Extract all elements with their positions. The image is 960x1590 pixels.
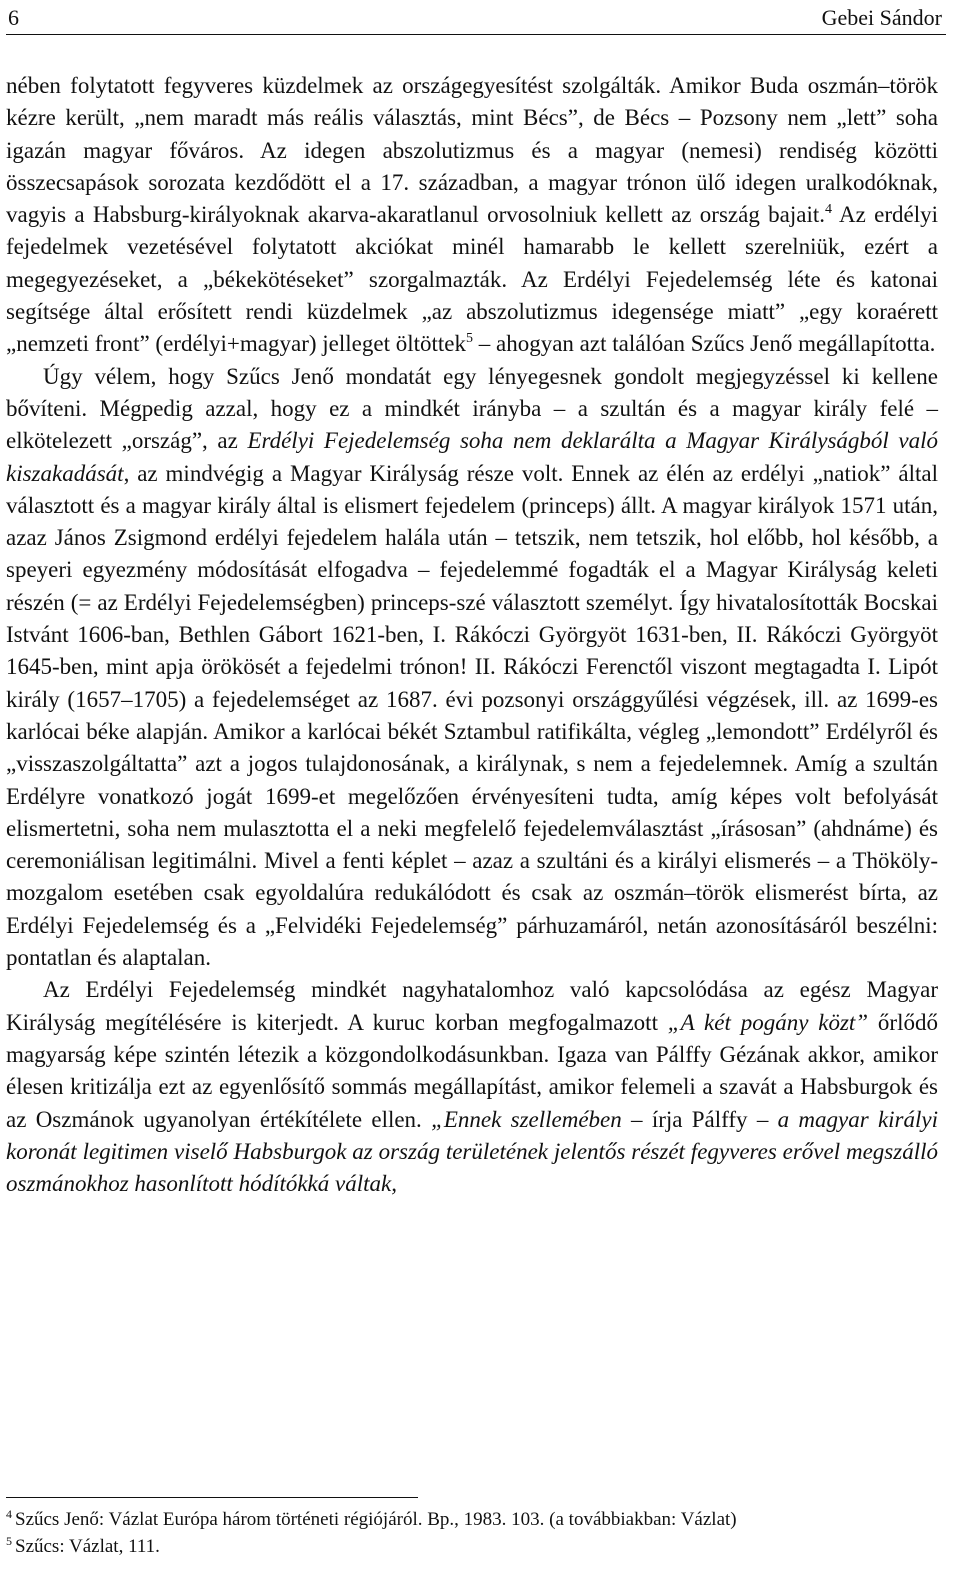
footnote-text: Szűcs: Vázlat, 111. (15, 1536, 160, 1557)
body-text (6, 70, 938, 1200)
paragraph-3-text-b: őrlődő magyarság képe szintén létezik a közgondolkodásunkban. Igaza van Pálffy Gézának akkor, amikor élesen kritizálja ezt az egyenlősítő sommás megállapítást, amikor felemeli a szavát a Habsburgok és az Oszmánok ugyanolyan értékítélete ellen. (6, 1009, 938, 1132)
paragraph-3-text-a: Az Erdélyi Fejedelemség mindkét nagyhatalomhoz való kapcsolódása az egész Magyar Királyság megítélésére is kiterjedt. A kuruc korban megfogalmazott (6, 977, 938, 1035)
paragraph-2 (6, 361, 938, 975)
page-number: 6 (8, 5, 19, 30)
footnote-ref-4[interactable]: 4 (824, 202, 832, 218)
paragraph-3 (6, 974, 938, 1200)
paragraph-2-emphasis: Erdélyi Fejedelemség soha nem deklarálta a Magyar Királyságból való kiszakadását (6, 428, 938, 486)
footnote-number: 4 (6, 1507, 12, 1521)
footnote-number: 5 (6, 1534, 12, 1548)
running-header (6, 4, 946, 35)
footnote-5 (6, 1533, 938, 1560)
footnote-text: Szűcs Jenő: Vázlat Európa három történeti régiójáról. Bp., 1983. 103. (a továbbiakban: Vázlat) (15, 1509, 737, 1530)
paragraph-3-quote-title: „A két pogány közt” (667, 1009, 869, 1035)
running-head-author: Gebei Sándor (821, 5, 942, 30)
paragraph-1-text-c: – ahogyan azt találóan Szűcs Jenő megállapította. (473, 331, 936, 357)
footnote-separator (6, 1497, 418, 1498)
paragraph-3-quote-end: a magyar királyi koronát legitimen viselő Habsburgok az ország területének jelentős részét fegyveres erővel megszálló oszmánokhoz hasonlított hódítókká váltak, (6, 1106, 938, 1197)
paragraph-2-text-a: Úgy vélem, hogy Szűcs Jenő mondatát egy lényegesnek gondolt megjegyzéssel ki kellene bővíteni. Mégpedig azzal, hogy ez a mindkét irányba – a szultán és a magyar király felé – elkötelezett „ország”, az (6, 363, 938, 454)
footnote-ref-5[interactable]: 5 (466, 331, 473, 347)
paragraph-3-quote-start: „Ennek szellemében (431, 1106, 622, 1132)
paragraph-2-text-b: , az mindvégig a Magyar Királyság része volt. Ennek az élén az erdélyi „natiok” által választott és a magyar király által is elismert fejedelem (princeps) állt. A magyar királyok 1571 után, azaz János Zsigmond erdélyi fejedelem halála után – tetszik, nem tetszik, hol előbb, hol később, a speyeri egyezmény módosítását elfogadva – fejedelemmé fogadták el a Magyar Királyság keleti részén (= az Erdélyi Fejedelemségben) princeps-szé választott személyt. Így hivatalosították Bocskai Istvánt 1606-ban, Bethlen Gábort 1621-ben, I. Rákóczi Györgyöt 1631-ben, II. Rákóczi Györgyöt 1645-ben, mint apja örökösét a fejedelmi trónon! II. Rákóczi Ferenctől viszont megtagadta I. Lipót király (1657–1705) a fejedelemséget az 1687. évi pozsonyi országgyűlési végzések, ill. az 1699-es karlócai béke alapján. Amikor a karlócai békét Sztambul ratifikálta, végleg „lemondott” Erdélyről és „visszaszolgáltatta” azt a jogos tulajdonosának, a királynak, s nem a fejedelemnek. Amíg a szultán Erdélyre vonatkozó jogát 1699-et megelőzően érvényesíteni tudta, amíg képes volt befolyását elismertetni, soha nem mulasztotta el a neki megfelelő fejedelemválasztást „írásosan” (ahdnáme) és ceremoniálisan legitimálni. Mivel a fenti képlet – azaz a szultáni és a királyi elismerés – a Thököly-mozgalom esetében csak egyoldalúra redukálódott és csak az oszmán–török elismerést bírta, az Erdélyi Fejedelemség és a „Felvidéki Fejedelemség” párhuzamáról, netán azonosításáról beszélni: pontatlan és alaptalan. (6, 460, 938, 971)
footnote-4 (6, 1506, 938, 1533)
footnotes (6, 1506, 938, 1560)
paragraph-1-text-a: nében folytatott fegyveres küzdelmek az országegyesítést szolgálták. Amikor Buda oszmán–török kézre került, „nem maradt más reális választás, mint Bécs”, de Bécs – Pozsony nem „lett” soha igazán magyar főváros. Az idegen abszolutizmus és a magyar (nemesi) rendiség közötti összecsapások sorozata kezdődött el a 17. században, a magyar trónon ülő idegen uralkodóknak, vagyis a Habsburg-királyoknak akarva-akaratlanul orvosolniuk kellett az ország bajait. (6, 73, 938, 228)
paragraph-1 (6, 70, 938, 361)
paragraph-3-text-c: – írja Pálffy – (621, 1106, 778, 1132)
paragraph-1-text-b: Az erdélyi fejedelmek vezetésével folytatott akciókat minél hamarabb le kellett szerelniük, ezért a megegyezéseket, a „békekötéseket” szorgalmazták. Az Erdélyi Fejedelemség léte és katonai segítsége által erősített rendi küzdelmek „az abszolutizmus idegensége miatt” „egy koraérett „nemzeti front” (erdélyi+magyar) jelleget öltöttek (6, 202, 938, 357)
